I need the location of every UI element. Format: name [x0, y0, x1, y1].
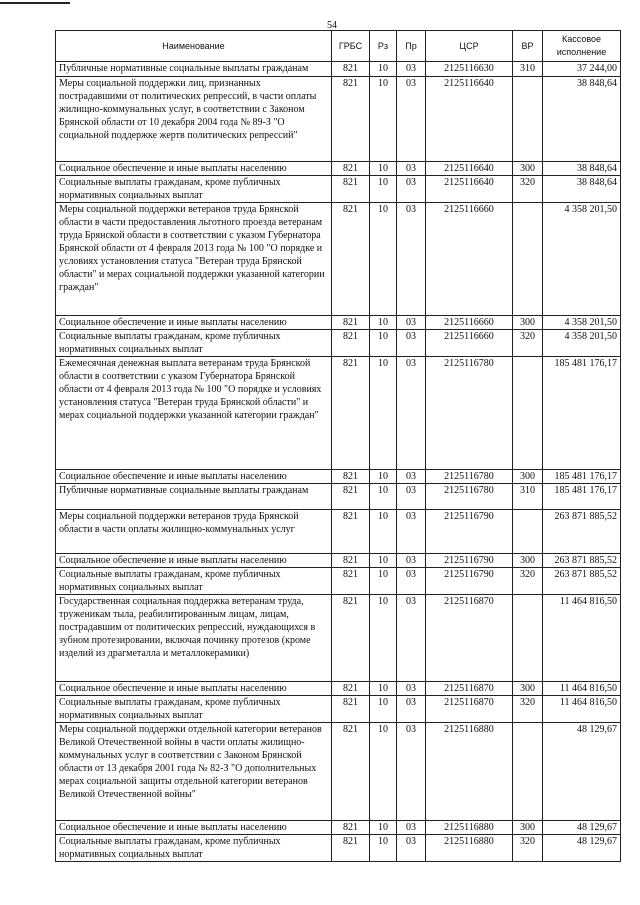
row-rz: 10	[370, 316, 397, 330]
row-csr: 2125116640	[426, 77, 513, 162]
row-grbs: 821	[332, 510, 370, 554]
row-vr	[513, 77, 543, 162]
table-row	[56, 484, 621, 510]
row-grbs: 821	[332, 330, 370, 357]
table-row	[56, 77, 621, 162]
row-name: Социальные выплаты гражданам, кроме публичных нормативных социальных выплат	[56, 330, 332, 357]
row-amount: 263 871 885,52	[543, 510, 621, 554]
row-csr: 2125116880	[426, 835, 513, 862]
row-vr: 300	[513, 162, 543, 176]
row-name: Социальные выплаты гражданам, кроме публичных нормативных социальных выплат	[56, 176, 332, 203]
row-rz: 10	[370, 484, 397, 510]
table-row	[56, 62, 621, 77]
row-csr: 2125116870	[426, 682, 513, 696]
row-amount: 48 129,67	[543, 723, 621, 821]
row-rz: 10	[370, 176, 397, 203]
row-csr: 2125116640	[426, 162, 513, 176]
header-cash-execution: Кассовое исполнение	[543, 31, 621, 62]
row-name: Меры социальной поддержки лиц, признанных пострадавшими от политических репрессий, в части оплаты жилищно-коммунальных услуг, в соответствии с Законом Брянской области от 10 декабря 2004 года № 89-З "О социальной поддержке жертв политических репрессий"	[56, 77, 332, 162]
row-rz: 10	[370, 470, 397, 484]
row-csr: 2125116780	[426, 470, 513, 484]
row-vr	[513, 595, 543, 682]
row-grbs: 821	[332, 176, 370, 203]
row-amount: 4 358 201,50	[543, 330, 621, 357]
row-name: Социальное обеспечение и иные выплаты населению	[56, 316, 332, 330]
row-grbs: 821	[332, 723, 370, 821]
row-pr: 03	[397, 568, 426, 595]
row-name: Социальные выплаты гражданам, кроме публичных нормативных социальных выплат	[56, 696, 332, 723]
row-rz: 10	[370, 568, 397, 595]
row-csr: 2125116780	[426, 484, 513, 510]
row-vr: 320	[513, 330, 543, 357]
row-pr: 03	[397, 203, 426, 316]
row-amount: 185 481 176,17	[543, 470, 621, 484]
row-amount: 38 848,64	[543, 162, 621, 176]
row-vr: 320	[513, 696, 543, 723]
row-rz: 10	[370, 357, 397, 470]
row-rz: 10	[370, 203, 397, 316]
row-csr: 2125116660	[426, 203, 513, 316]
table-row	[56, 357, 621, 470]
row-rz: 10	[370, 682, 397, 696]
table-row	[56, 470, 621, 484]
row-pr: 03	[397, 62, 426, 77]
table-row	[56, 821, 621, 835]
table-row	[56, 162, 621, 176]
row-vr: 320	[513, 835, 543, 862]
row-vr: 300	[513, 554, 543, 568]
row-csr: 2125116880	[426, 821, 513, 835]
table-row	[56, 176, 621, 203]
row-rz: 10	[370, 162, 397, 176]
row-pr: 03	[397, 484, 426, 510]
table-header-row	[56, 31, 621, 62]
row-csr: 2125116870	[426, 696, 513, 723]
row-grbs: 821	[332, 203, 370, 316]
row-pr: 03	[397, 682, 426, 696]
row-amount: 11 464 816,50	[543, 595, 621, 682]
row-amount: 11 464 816,50	[543, 696, 621, 723]
header-pr: Пр	[397, 31, 426, 62]
row-csr: 2125116790	[426, 568, 513, 595]
row-csr: 2125116660	[426, 316, 513, 330]
row-name: Социальные выплаты гражданам, кроме публичных нормативных социальных выплат	[56, 835, 332, 862]
row-grbs: 821	[332, 554, 370, 568]
row-pr: 03	[397, 176, 426, 203]
row-vr: 310	[513, 62, 543, 77]
row-amount: 185 481 176,17	[543, 357, 621, 470]
row-pr: 03	[397, 723, 426, 821]
row-name: Меры социальной поддержки ветеранов труда Брянской области в части оплаты жилищно-коммунальных услуг	[56, 510, 332, 554]
row-pr: 03	[397, 821, 426, 835]
row-rz: 10	[370, 696, 397, 723]
header-name: Наименование	[56, 31, 332, 62]
table-row	[56, 554, 621, 568]
row-grbs: 821	[332, 835, 370, 862]
row-grbs: 821	[332, 316, 370, 330]
row-amount: 4 358 201,50	[543, 316, 621, 330]
table-row	[56, 696, 621, 723]
row-amount: 48 129,67	[543, 821, 621, 835]
row-vr: 310	[513, 484, 543, 510]
table-row	[56, 568, 621, 595]
row-grbs: 821	[332, 77, 370, 162]
row-name: Ежемесячная денежная выплата ветеранам труда Брянской области в соответствии с указом Губернатора Брянской области от 4 февраля 2013 года № 100 "О порядке и условиях установления статуса "Ветеран труда Брянской области" и мерах социальной поддержки указанной категории граждан"	[56, 357, 332, 470]
row-rz: 10	[370, 554, 397, 568]
row-csr: 2125116790	[426, 554, 513, 568]
row-rz: 10	[370, 821, 397, 835]
row-grbs: 821	[332, 595, 370, 682]
row-amount: 38 848,64	[543, 176, 621, 203]
row-csr: 2125116870	[426, 595, 513, 682]
row-grbs: 821	[332, 470, 370, 484]
table-row	[56, 316, 621, 330]
table-row	[56, 723, 621, 821]
row-pr: 03	[397, 330, 426, 357]
row-grbs: 821	[332, 162, 370, 176]
row-rz: 10	[370, 510, 397, 554]
row-grbs: 821	[332, 696, 370, 723]
row-amount: 4 358 201,50	[543, 203, 621, 316]
row-name: Меры социальной поддержки отдельной категории ветеранов Великой Отечественной войны в части оплаты жилищно-коммунальных услуг в соответствии с Законом Брянской области от 13 декабря 2001 года № 82-З "О дополнительных мерах социальной защиты отдельной категории ветеранов Великой Отечественной войны"	[56, 723, 332, 821]
row-rz: 10	[370, 77, 397, 162]
header-rz: Рз	[370, 31, 397, 62]
row-vr	[513, 723, 543, 821]
row-csr: 2125116780	[426, 357, 513, 470]
row-vr	[513, 357, 543, 470]
row-name: Социальное обеспечение и иные выплаты населению	[56, 162, 332, 176]
row-name: Социальное обеспечение и иные выплаты населению	[56, 682, 332, 696]
row-amount: 263 871 885,52	[543, 568, 621, 595]
top-rule	[0, 2, 70, 4]
row-rz: 10	[370, 723, 397, 821]
table-body	[56, 62, 621, 862]
row-pr: 03	[397, 835, 426, 862]
row-pr: 03	[397, 470, 426, 484]
row-pr: 03	[397, 554, 426, 568]
row-grbs: 821	[332, 484, 370, 510]
row-vr: 300	[513, 470, 543, 484]
row-name: Социальное обеспечение и иные выплаты населению	[56, 554, 332, 568]
table-row	[56, 330, 621, 357]
row-rz: 10	[370, 595, 397, 682]
header-vr: ВР	[513, 31, 543, 62]
row-name: Государственная социальная поддержка ветеранам труда, труженикам тыла, реабилитированным лицам, лицам, пострадавшим от политических репрессий, нуждающихся в зубном протезировании, включая починку протезов (кроме изделий из драгметалла и металлокерамики)	[56, 595, 332, 682]
row-pr: 03	[397, 595, 426, 682]
table-row	[56, 835, 621, 862]
row-pr: 03	[397, 162, 426, 176]
row-pr: 03	[397, 510, 426, 554]
table-row	[56, 203, 621, 316]
row-amount: 38 848,64	[543, 77, 621, 162]
row-grbs: 821	[332, 62, 370, 77]
row-pr: 03	[397, 357, 426, 470]
page-number: 54	[327, 20, 337, 31]
row-vr: 300	[513, 682, 543, 696]
row-vr: 320	[513, 176, 543, 203]
row-vr: 300	[513, 821, 543, 835]
row-pr: 03	[397, 696, 426, 723]
row-vr	[513, 203, 543, 316]
budget-execution-table	[55, 30, 621, 862]
row-vr	[513, 510, 543, 554]
row-grbs: 821	[332, 682, 370, 696]
table-row	[56, 595, 621, 682]
row-amount: 48 129,67	[543, 835, 621, 862]
row-pr: 03	[397, 316, 426, 330]
row-csr: 2125116790	[426, 510, 513, 554]
header-csr: ЦСР	[426, 31, 513, 62]
table-row	[56, 682, 621, 696]
row-pr: 03	[397, 77, 426, 162]
row-grbs: 821	[332, 357, 370, 470]
row-amount: 11 464 816,50	[543, 682, 621, 696]
row-rz: 10	[370, 835, 397, 862]
row-name: Социальные выплаты гражданам, кроме публичных нормативных социальных выплат	[56, 568, 332, 595]
row-vr: 320	[513, 568, 543, 595]
row-csr: 2125116640	[426, 176, 513, 203]
row-grbs: 821	[332, 568, 370, 595]
row-amount: 263 871 885,52	[543, 554, 621, 568]
row-name: Социальное обеспечение и иные выплаты населению	[56, 821, 332, 835]
row-amount: 37 244,00	[543, 62, 621, 77]
row-csr: 2125116630	[426, 62, 513, 77]
row-grbs: 821	[332, 821, 370, 835]
row-amount: 185 481 176,17	[543, 484, 621, 510]
row-name: Публичные нормативные социальные выплаты гражданам	[56, 484, 332, 510]
row-rz: 10	[370, 330, 397, 357]
row-name: Публичные нормативные социальные выплаты гражданам	[56, 62, 332, 77]
row-name: Меры социальной поддержки ветеранов труда Брянской области в части предоставления льготного проезда ветеранам труда Брянской области в соответствии с указом Губернатора Брянской области от 4 февраля 2013 года № 100 "О порядке и условиях установления статуса "Ветеран труда Брянской области" и мерах социальной поддержки указанной категории граждан"	[56, 203, 332, 316]
row-vr: 300	[513, 316, 543, 330]
row-name: Социальное обеспечение и иные выплаты населению	[56, 470, 332, 484]
row-csr: 2125116880	[426, 723, 513, 821]
row-csr: 2125116660	[426, 330, 513, 357]
header-grbs: ГРБС	[332, 31, 370, 62]
table-row	[56, 510, 621, 554]
row-rz: 10	[370, 62, 397, 77]
